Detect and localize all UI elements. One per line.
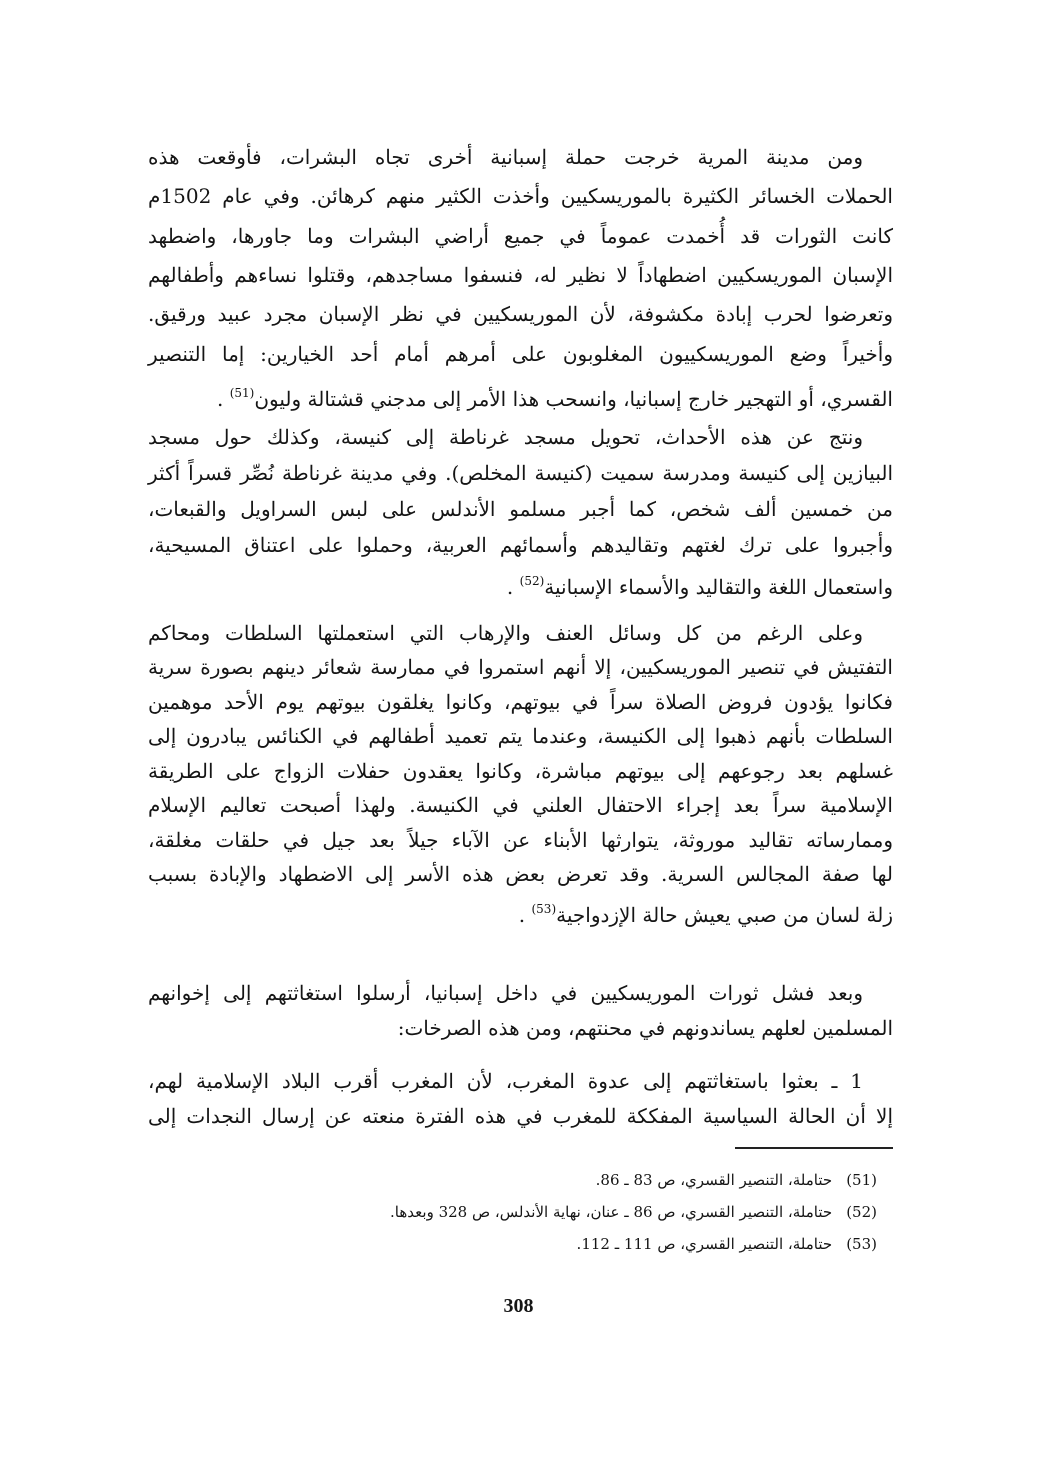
footnote-reference[interactable]: (52): [519, 574, 545, 588]
line-text: الإسبان الموريسكيين اضطهاداً لا نظير له، فنسفوا مساجدهم، وقتلوا نساءهم وأطفالهم: [148, 263, 893, 287]
paragraph-line: [148, 823, 893, 857]
line-text: ونتج عن هذه الأحداث، تحويل مسجد غرناطة إلى كنيسة، وكذلك حول مسجد: [148, 425, 863, 449]
line-text: ومن مدينة المرية خرجت حملة إسبانية أخرى تجاه البشرات، فأوقعت هذه: [148, 145, 863, 169]
paragraph-line: [148, 337, 893, 371]
page-number: 308: [503, 1295, 534, 1317]
paragraph-line: [148, 297, 893, 331]
line-text: المسلمين لعلهم يساندونهم في محنتهم، ومن هذه الصرخات:: [397, 1016, 893, 1040]
line-text: الإسلامية سراً بعد إجراء الاحتفال العلني في الكنيسة. ولهذا أصبحت تعاليم الإسلام: [148, 793, 893, 817]
footnote-number: (51): [846, 1171, 877, 1189]
line-text: الحملات الخسائر الكثيرة بالموريسكيين وأخذت الكثير منهم كرهائن. وفي عام 1502م: [148, 184, 893, 208]
line-text: وعلى الرغم من كل وسائل العنف والإرهاب التي استعملتها السلطات ومحاكم: [148, 621, 863, 645]
line-text: وتعرضوا لحرب إبادة مكشوفة، لأن الموريسكيين في نظر الإسبان مجرد عبيد ورقيق.: [148, 302, 893, 326]
paragraph-line: [148, 528, 893, 562]
paragraph-line: [148, 650, 893, 684]
paragraph-line: [148, 179, 893, 213]
line-text: واستعمال اللغة والتقاليد والأسماء الإسبانية: [544, 575, 893, 599]
paragraph-line: [148, 376, 893, 410]
paragraph-line: [148, 258, 893, 292]
line-text: التفتيش في تنصير الموريسكيين، إلا أنهم استمروا في ممارسة شعائر دينهم بصورة سرية: [148, 655, 893, 679]
paragraph-line: [148, 420, 893, 454]
footnote-number: (53): [846, 1235, 877, 1253]
line-text: وأخيراً وضع الموريسكييون المغلوبون على أمرهم أمام أحد الخيارين: إما التنصير: [148, 342, 893, 366]
paragraph-line: [148, 892, 893, 926]
footnote-text: حتاملة، التنصير القسري، ص 86 ـ عنان، نهاية الأندلس، ص 328 وبعدها.: [390, 1203, 833, 1221]
footnote: [596, 1166, 877, 1194]
footnote-number: (52): [846, 1203, 877, 1221]
footnote-reference[interactable]: (51): [229, 386, 255, 400]
paragraph-line: [148, 788, 893, 822]
paragraph-line: [148, 685, 893, 719]
line-text: لها صفة المجالس السرية. وقد تعرض بعض هذه الأسر إلى الاضطهاد والإبادة بسبب: [148, 862, 893, 886]
paragraph-line: [148, 1099, 893, 1133]
line-punctuation: .: [518, 903, 532, 927]
line-text: البيازين إلى كنيسة ومدرسة سميت (كنيسة المخلص). وفي مدينة غرناطة نُصِّر قسراً أكثر: [148, 461, 893, 485]
paragraph-line: [148, 857, 893, 891]
paragraph-line: [148, 719, 893, 753]
line-text: السلطات بأنهم ذهبوا إلى الكنيسة، وعندما يتم تعميد أطفالهم في الكنائس يبادرون إلى: [148, 724, 893, 748]
line-text: إلا أن الحالة السياسية المفككة للمغرب في هذه الفترة منعته عن إرسال النجدات إلى: [148, 1104, 893, 1128]
line-text: القسري، أو التهجير خارج إسبانيا، وانسحب هذا الأمر إلى مدجني قشتالة وليون: [254, 387, 893, 411]
line-text: وبعد فشل ثورات الموريسكيين في داخل إسبانيا، أرسلوا استغاثتهم إلى إخوانهم: [148, 981, 863, 1005]
line-text: فكانوا يؤدون فروض الصلاة سراً في بيوتهم، وكانوا يغلقون بيوتهم يوم الأحد موهمين: [148, 690, 893, 714]
paragraph-line: [148, 219, 893, 253]
line-text: من خمسين ألف شخص، كما أجبر مسلمو الأندلس على لبس السراويل والقبعات،: [148, 497, 893, 521]
line-text: 1 ـ بعثوا باستغاثتهم إلى عدوة المغرب، لأن المغرب أقرب البلاد الإسلامية لهم،: [148, 1069, 863, 1093]
line-text: كانت الثورات قد أُخمدت عموماً في جميع أراضي البشرات وما جاورها، واضطهد: [148, 224, 893, 248]
paragraph-line: [148, 564, 893, 598]
paragraph-line: [148, 492, 893, 526]
line-punctuation: .: [216, 387, 230, 411]
line-text: وأجبروا على ترك لغتهم وتقاليدهم وأسمائهم العربية، وحملوا على اعتناق المسيحية،: [148, 533, 893, 557]
line-text: وممارساته تقاليد موروثة، يتوارثها الأبناء عن الآباء جيلاً بعد جيل في حلقات مغلقة،: [148, 828, 893, 852]
paragraph-line: [148, 754, 893, 788]
line-text: غسلهم بعد رجوعهم إلى بيوتهم مباشرة، وكانوا يعقدون حفلات الزواج على الطريقة: [148, 759, 893, 783]
paragraph-line: [148, 976, 893, 1010]
line-punctuation: .: [506, 575, 520, 599]
line-text: زلة لسان من صبي يعيش حالة الإزدواجية: [556, 903, 893, 927]
paragraph-line: [148, 140, 893, 174]
footnote-text: حتاملة، التنصير القسري، ص 83 ـ 86.: [595, 1171, 833, 1189]
footnote-reference[interactable]: (53): [531, 902, 557, 916]
footnote: [390, 1198, 877, 1226]
paragraph-line: [148, 1011, 893, 1045]
footnote: [577, 1230, 877, 1258]
paragraph-line: [148, 456, 893, 490]
footnote-text: حتاملة، التنصير القسري، ص 111 ـ 112.: [576, 1235, 833, 1253]
paragraph-line: [148, 1064, 893, 1098]
footnote-divider: [735, 1147, 893, 1149]
paragraph-line: [148, 616, 893, 650]
